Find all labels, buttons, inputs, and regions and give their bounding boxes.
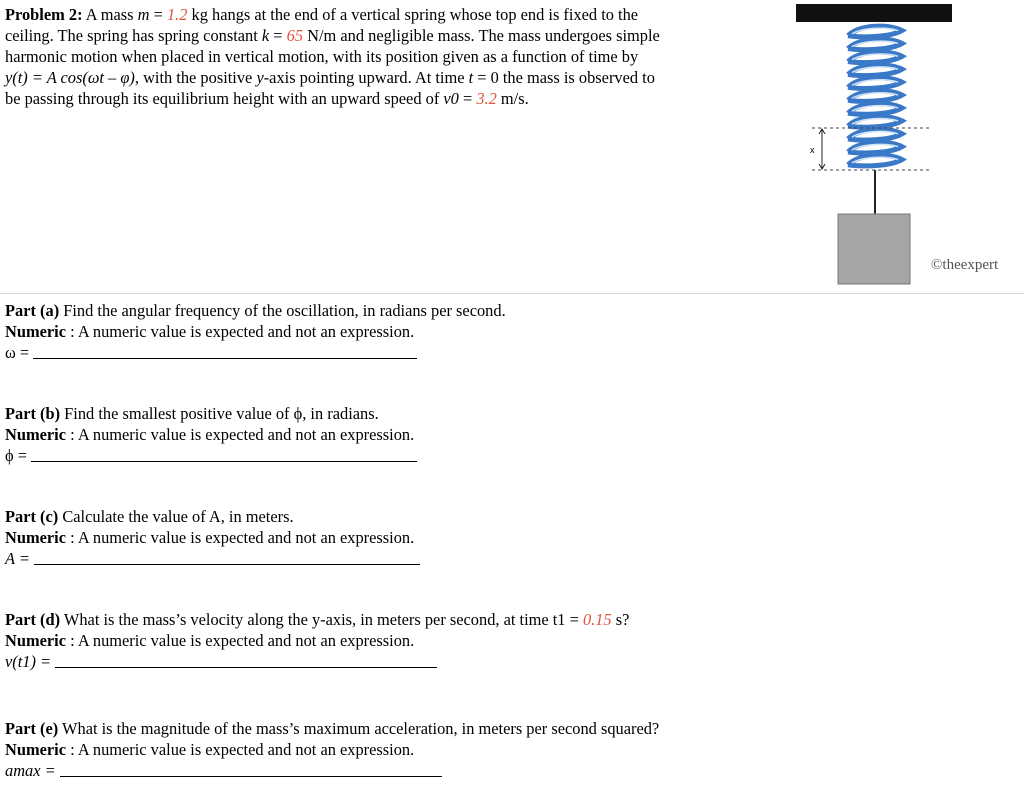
equals: =: [269, 26, 287, 45]
equals: =: [149, 5, 167, 24]
ceiling: [796, 4, 952, 22]
y-axis-symbol: y: [256, 68, 264, 87]
part-question: Find the angular frequency of the oscillation, in radians per second.: [59, 301, 506, 320]
t-symbol: t: [468, 68, 474, 87]
part-label: Part (a): [5, 301, 60, 320]
position-formula: y(t) = A cos(ωt – φ): [5, 68, 135, 87]
answer-field-velocity[interactable]: [55, 667, 437, 668]
answer-label: ϕ =: [5, 446, 27, 465]
part-b: [5, 403, 417, 466]
numeric-label: Numeric: [5, 528, 66, 547]
answer-label: ω =: [5, 343, 30, 362]
k-symbol: k: [261, 26, 270, 45]
part-question: What is the mass’s velocity along the y-axis, in meters per second, at time t1 =: [60, 610, 583, 629]
part-question-end: s?: [611, 610, 630, 629]
t1-value: 0.15: [582, 610, 612, 629]
part-label: Part (d): [5, 610, 61, 629]
numeric-label: Numeric: [5, 631, 66, 650]
part-d: [5, 609, 629, 672]
answer-label: v(t1) =: [5, 652, 52, 671]
part-label: Part (e): [5, 719, 59, 738]
answer-field-omega[interactable]: [33, 358, 417, 359]
answer-field-amplitude[interactable]: [34, 564, 420, 565]
problem-text: A mass: [82, 5, 138, 24]
part-e: [5, 718, 659, 781]
numeric-note: : A numeric value is expected and not an expression.: [66, 322, 415, 341]
answer-label: amax =: [5, 761, 56, 780]
watermark: ©theexpert: [931, 257, 999, 273]
answer-field-phi[interactable]: [31, 461, 417, 462]
part-question: What is the magnitude of the mass’s maximum acceleration, in meters per second squared?: [58, 719, 660, 738]
spring-figure: [790, 0, 960, 290]
equals: =: [458, 89, 477, 108]
answer-label: A =: [5, 549, 30, 568]
part-question: Find the smallest positive value of ϕ, in radians.: [60, 404, 379, 423]
spring-coil: [848, 26, 902, 166]
problem-text: m/s.: [496, 89, 529, 108]
problem-text: kg hangs at the end of a vertical spring whose top end is fixed to the ceiling. The spring has spring constant: [5, 5, 639, 45]
part-label: Part (b): [5, 404, 61, 423]
k-value: 65: [286, 26, 304, 45]
numeric-note: : A numeric value is expected and not an expression.: [66, 425, 415, 444]
part-question: Calculate the value of A, in meters.: [58, 507, 294, 526]
problem-text: , with the positive: [134, 68, 257, 87]
section-divider: [0, 293, 1024, 294]
answer-field-acceleration[interactable]: [60, 776, 442, 777]
mass-symbol: m: [137, 5, 150, 24]
x-label: x: [810, 145, 815, 155]
problem-text: -axis pointing upward. At time: [263, 68, 469, 87]
problem-label: Problem 2:: [5, 5, 83, 24]
v0-symbol: v0: [443, 89, 459, 108]
problem-statement: [5, 4, 665, 109]
problem-text: N/m and negligible mass. The mass undergoes simple harmonic motion when placed in vertical motion, with its position given as a function of time by: [5, 26, 660, 66]
problem-text: = 0 the mass is observed to be passing through its equilibrium height with an upward speed of: [5, 68, 655, 108]
part-a: [5, 300, 506, 363]
hanging-mass: [838, 214, 910, 284]
numeric-note: : A numeric value is expected and not an expression.: [66, 631, 415, 650]
numeric-label: Numeric: [5, 740, 66, 759]
numeric-note: : A numeric value is expected and not an expression.: [66, 740, 415, 759]
numeric-label: Numeric: [5, 425, 66, 444]
part-c: [5, 506, 420, 569]
numeric-label: Numeric: [5, 322, 66, 341]
part-label: Part (c): [5, 507, 59, 526]
mass-value: 1.2: [166, 5, 188, 24]
numeric-note: : A numeric value is expected and not an expression.: [66, 528, 415, 547]
v0-value: 3.2: [476, 89, 497, 108]
